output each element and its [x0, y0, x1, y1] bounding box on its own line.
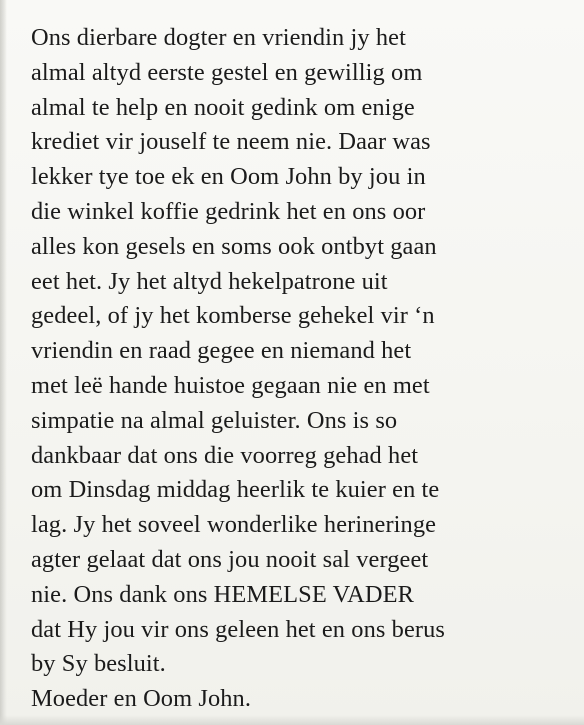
text-line: almal altyd eerste gestel en gewillig om — [31, 58, 423, 86]
text-line: gedeel, of jy het komberse gehekel vir ‘n — [31, 302, 435, 330]
text-line: alles kon gesels en soms ook ontbyt gaan — [31, 232, 437, 260]
text-line: vriendin en raad gegee en niemand het — [31, 337, 412, 365]
text-line: met leë hande huistoe gegaan nie en met — [31, 371, 430, 399]
tribute-message — [31, 21, 579, 717]
text-line: om Dinsdag middag heerlik te kuier en te — [31, 476, 440, 504]
text-line: lag. Jy het soveel wonderlike herineringe — [31, 511, 437, 539]
text-line: dat Hy jou vir ons geleen het en ons berus — [31, 615, 446, 643]
text-line: eet het. Jy het altyd hekelpatrone uit — [31, 267, 388, 295]
text-line: dankbaar dat ons die voorreg gehad het — [31, 441, 419, 469]
text-line: Ons dierbare dogter en vriendin jy het — [31, 24, 406, 51]
text-line: nie. Ons dank ons HEMELSE VADER — [31, 580, 414, 608]
text-line: lekker tye toe ek en Oom John by jou in — [31, 163, 426, 191]
text-line: simpatie na almal geluister. Ons is so — [31, 406, 398, 434]
text-line: almal te help en nooit gedink om enige — [31, 93, 415, 121]
text-line: die winkel koffie gedrink het en ons oor — [31, 197, 426, 225]
signature-line: Moeder en Oom John. — [31, 685, 252, 713]
text-line: krediet vir jouself te neem nie. Daar was — [31, 128, 431, 156]
page-edge-shadow-left — [0, 0, 7, 725]
text-line: by Sy besluit. — [31, 650, 166, 678]
text-line: agter gelaat dat ons jou nooit sal vergeet — [31, 545, 429, 573]
